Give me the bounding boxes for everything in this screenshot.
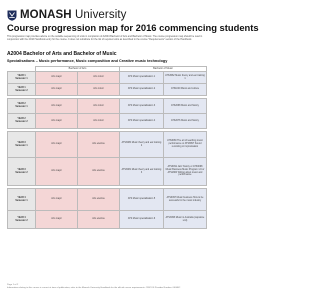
music-unit-cell: ATS3080 Music theory and ear training 2 — [120, 132, 164, 158]
music-core-cell: ATS3080 The art of teaching music performance or ATS3897 Sound recording or improvisation — [164, 132, 207, 158]
arts-minor-cell: Arts elective — [78, 189, 120, 211]
table-row — [8, 189, 207, 211]
music-core-cell: ATS2076 Music and history — [164, 114, 207, 129]
semester-label: Semester 1 — [15, 199, 28, 202]
arts-major-cell: Arts major — [36, 84, 78, 96]
year-cell — [8, 114, 36, 129]
year-cell — [8, 189, 36, 211]
arts-major-cell: Arts major — [36, 211, 78, 229]
table-row — [8, 132, 207, 158]
arts-major-cell: Arts major — [36, 99, 78, 114]
table-row — [8, 158, 207, 186]
year-cell — [8, 99, 36, 114]
degree-heading: A2004 Bachelor of Arts and Bachelor of Music — [7, 51, 117, 57]
footer-note: Information relating to this course is correct at time of publication; refer to the Monash University Handbook for the official course requirements. CRICOS Provider Number: 00008C — [7, 286, 181, 289]
semester-label: Semester 2 — [15, 219, 28, 222]
semester-label: Semester 1 — [15, 144, 28, 147]
table-row — [8, 84, 207, 96]
music-core-cell: ATS2068 Music and history — [164, 99, 207, 114]
arts-major-cell: Arts major — [36, 158, 78, 186]
logo-wordmark: MONASH University — [20, 9, 127, 21]
music-core-cell: ATS3095 Music in Australia (capstone unit) — [164, 211, 207, 229]
year-cell — [8, 84, 36, 96]
arts-minor-cell: Arts minor — [78, 72, 120, 84]
year-label: YEAR 3 — [17, 168, 26, 171]
music-core-cell: ATS3062 Music theory and ear training 1 — [164, 72, 207, 84]
year-cell — [8, 158, 36, 186]
year-cell — [8, 72, 36, 84]
year-cell — [8, 211, 36, 229]
arts-minor-cell: Arts elective — [78, 211, 120, 229]
table-row — [8, 72, 207, 84]
progression-table — [7, 66, 207, 229]
column-header-music: Bachelor of Music — [120, 67, 207, 72]
arts-major-cell: Arts major — [36, 132, 78, 158]
page-title: Course progression map for 2016 commencing students — [7, 22, 259, 33]
music-unit-cell: ATS Music specialisation 5 — [120, 189, 164, 211]
column-header-arts: Bachelor of Arts — [36, 67, 120, 72]
table-row — [8, 211, 207, 229]
music-core-cell: ATS3097 Music business How to be successful in the music industry — [164, 189, 207, 211]
year-label: YEAR 3 — [17, 141, 26, 144]
semester-label: Semester 1 — [15, 106, 28, 108]
year-label: YEAR 2 — [17, 118, 26, 121]
semester-label: Semester 1 — [15, 77, 28, 80]
table-row — [8, 114, 207, 129]
specialisation-heading: Specialisations – Music performance, Music composition and Creative music technology — [7, 59, 168, 63]
year-label: YEAR 4 — [17, 196, 26, 199]
crest-icon — [7, 10, 17, 21]
music-unit-cell: ATS Music specialisation 4 — [120, 114, 164, 129]
music-core-cell: ATS1040 Music and culture — [164, 84, 207, 96]
arts-minor-cell: Arts minor — [78, 114, 120, 129]
arts-major-cell: Arts major — [36, 114, 78, 129]
table-row — [8, 99, 207, 114]
music-unit-cell: ATS Music specialisation 1 — [120, 72, 164, 84]
music-unit-cell: ATS Music specialisation 6 — [120, 211, 164, 229]
arts-minor-cell: Arts minor — [78, 84, 120, 96]
page-number: Page 1 of 2 — [7, 284, 19, 286]
music-core-cell: ATS3091 Jazz history or ATS3098 Music Business Music Program 1-6 or ATS2900 Writing about music and performance — [164, 158, 207, 186]
semester-label: Semester 2 — [15, 171, 28, 174]
semester-label: Semester 2 — [15, 89, 28, 92]
semester-label: Semester 2 — [15, 121, 28, 123]
arts-minor-cell: Arts elective — [78, 132, 120, 158]
footer — [7, 284, 205, 290]
music-unit-cell: ATS Music specialisation 3 — [120, 99, 164, 114]
university-logo — [7, 9, 127, 21]
year-label: YEAR 1 — [17, 74, 26, 77]
arts-minor-cell: Arts minor — [78, 99, 120, 114]
music-unit-cell: ATS Music specialisation 2 — [120, 84, 164, 96]
year-label: YEAR 2 — [17, 103, 26, 106]
intro-text: This progression map provides advice on the suitable sequencing of units in completion of A2004 Bachelor of Arts and Bachelor of Music. The course progression map should be read in conjunction with the 2016 Handbook entry for the course. It does not substitute for the list of required units as described in the course "Requirements" section of the Handbook. — [7, 35, 203, 41]
year-cell — [8, 132, 36, 158]
arts-minor-cell: Arts elective — [78, 158, 120, 186]
music-unit-cell: ATS3081 Music theory and ear training 3 — [120, 158, 164, 186]
year-label: YEAR 1 — [17, 86, 26, 89]
arts-major-cell: Arts major — [36, 72, 78, 84]
year-label: YEAR 4 — [17, 216, 26, 219]
arts-major-cell: Arts major — [36, 189, 78, 211]
